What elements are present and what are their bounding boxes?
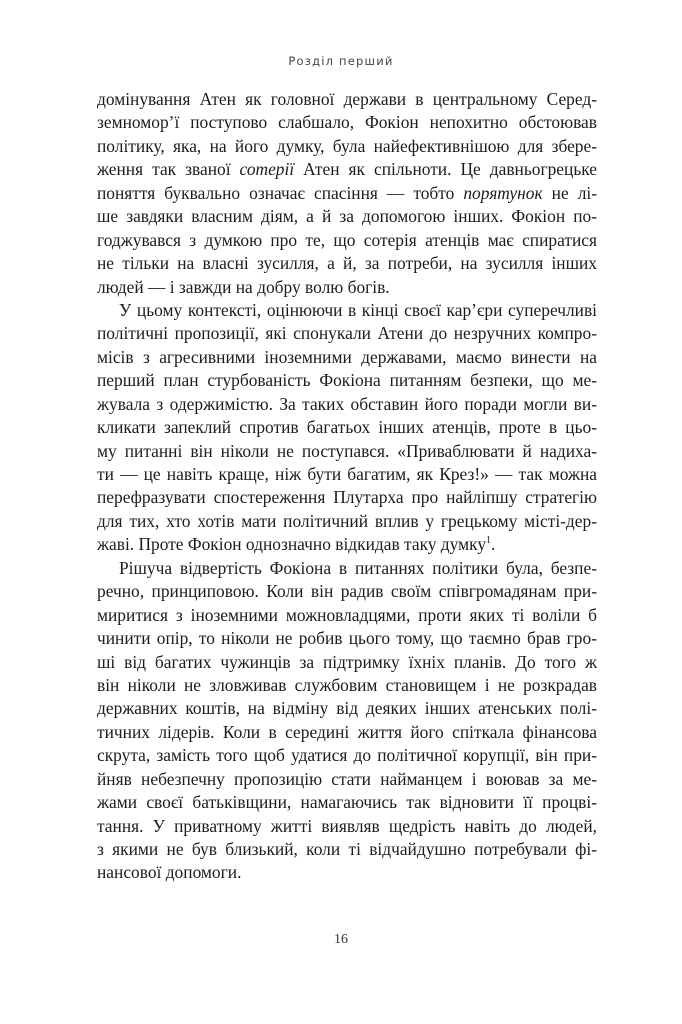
text-line (97, 229, 597, 252)
text-segment: земномор’ї поступово слабшало, Фокіон непохитно обстоював (97, 112, 597, 133)
text-segment: . (491, 534, 496, 555)
text-segment: жувала з одержимістю. За таких обставин його поради могли ви- (97, 393, 597, 414)
text-segment: тичних лідерів. Коли в середині життя його спіткала фінансова (97, 721, 597, 742)
text-segment: Атен як спільноти. Це давньогрецьке (294, 159, 597, 180)
text-line (97, 322, 597, 345)
text-segment: він ніколи не зловживав службовим становищем і не розкрадав (97, 674, 597, 695)
text-segment: чинити опір, то ніколи не робив цього тому, що таємно брав гро- (97, 628, 597, 649)
text-line (97, 510, 597, 533)
text-segment: політику, яка, на його думку, була найефективнішою для збере- (97, 135, 597, 156)
text-line (97, 463, 597, 486)
text-line (97, 205, 597, 228)
text-segment: йняв небезпечну пропозицію стати найманцем і воював за ме- (97, 768, 597, 789)
text-segment: не тільки на власні зусилля, а й, за потреби, на зусилля інших (97, 253, 597, 274)
text-line (97, 88, 597, 111)
text-line (97, 252, 597, 275)
text-line (97, 486, 597, 509)
text-segment: перефразувати спостереження Плутарха про найліпшу стратегію (97, 487, 597, 508)
text-line (97, 416, 597, 439)
text-line (97, 861, 597, 884)
text-segment: годжувався з думкою про те, що сотерія атенців має спиратися (97, 229, 597, 250)
text-segment: ше завдяки власним діям, а й за допомогою інших. Фокіон по- (97, 206, 597, 227)
paragraph (97, 557, 597, 885)
text-segment: ші від багатих чужинців за підтримку їхніх планів. До того ж (97, 651, 597, 672)
text-segment: людей — і завжди на добру волю богів. (97, 276, 390, 297)
paragraph (97, 299, 597, 557)
text-segment: ження так званої (97, 159, 240, 180)
text-segment: миритися з іноземними можновладцями, проти яких ті воліли б (97, 604, 597, 625)
text-line (97, 299, 597, 322)
text-segment: жаві. Проте Фокіон однозначно відкидав таку думку (97, 534, 487, 555)
text-segment: нансової допомоги. (97, 862, 242, 883)
text-line (97, 440, 597, 463)
text-segment: скрута, замість того щоб удатися до політичної корупції, він при- (97, 745, 597, 766)
text-line (97, 838, 597, 861)
text-segment: домінування Атен як головної держави в центральному Серед- (97, 89, 597, 109)
text-line (97, 369, 597, 392)
text-line (97, 791, 597, 814)
text-line (97, 721, 597, 744)
text-line (97, 580, 597, 603)
text-segment: для тих, хто хотів мати політичний вплив у грецькому місті-дер- (97, 510, 597, 531)
text-segment: му питанні він ніколи не поступався. «Приваблювати й надиха- (97, 440, 597, 461)
text-line (97, 627, 597, 650)
text-line (97, 346, 597, 369)
text-line (97, 815, 597, 838)
text-segment: ти — це навіть краще, ніж бути багатим, як Крез!» — так можна (97, 464, 597, 484)
page-number: 16 (334, 932, 348, 947)
text-segment: перший план стурбованість Фокіона питанням безпеки, що ме- (97, 370, 597, 391)
text-segment: У цьому контексті, оцінюючи в кінці своєї кар’єри суперечливі (119, 299, 597, 320)
text-line (97, 135, 597, 158)
text-segment: тання. У приватному житті виявляв щедрість навіть до людей, (97, 815, 597, 836)
text-line (97, 768, 597, 791)
text-line (97, 557, 597, 580)
text-segment: політичні пропозиції, які спонукали Атени до незручних компро- (97, 323, 597, 344)
text-segment: жами своєї батьківщини, намагаючись так відновити її процві- (97, 792, 597, 813)
paragraph (97, 88, 597, 299)
text-segment: не лі- (542, 182, 597, 203)
text-segment: місів з агресивними іноземними державами, маємо винести на (97, 346, 597, 367)
text-line (97, 744, 597, 767)
text-segment: кликати запеклий спротив багатьох інших атенців, проте в цьо- (97, 417, 597, 438)
body-text (97, 88, 597, 885)
text-line (97, 182, 597, 205)
italic-term: сотерії (239, 159, 295, 180)
text-line (97, 158, 597, 181)
text-line (97, 604, 597, 627)
text-segment: речно, принциповою. Коли він радив своїм співгромадянам при- (97, 581, 597, 602)
running-header: Розділ перший (288, 54, 394, 68)
text-line (97, 674, 597, 697)
text-line (97, 651, 597, 674)
text-segment: державних коштів, на відміну від деяких інших атенських полі- (97, 698, 597, 719)
footnote-ref: 1 (486, 535, 492, 547)
text-segment: поняття буквально означає спасіння — тобто (97, 182, 464, 203)
text-line (97, 697, 597, 720)
text-line (97, 276, 597, 299)
text-line (97, 111, 597, 134)
text-segment: з якими не був близький, коли ті відчайдушно потребували фі- (97, 839, 597, 859)
text-line (97, 393, 597, 416)
text-segment: Рішуча відвертість Фокіона в питаннях політики була, безпе- (119, 557, 597, 578)
text-line (97, 533, 597, 556)
italic-term: порятунок (463, 182, 543, 203)
